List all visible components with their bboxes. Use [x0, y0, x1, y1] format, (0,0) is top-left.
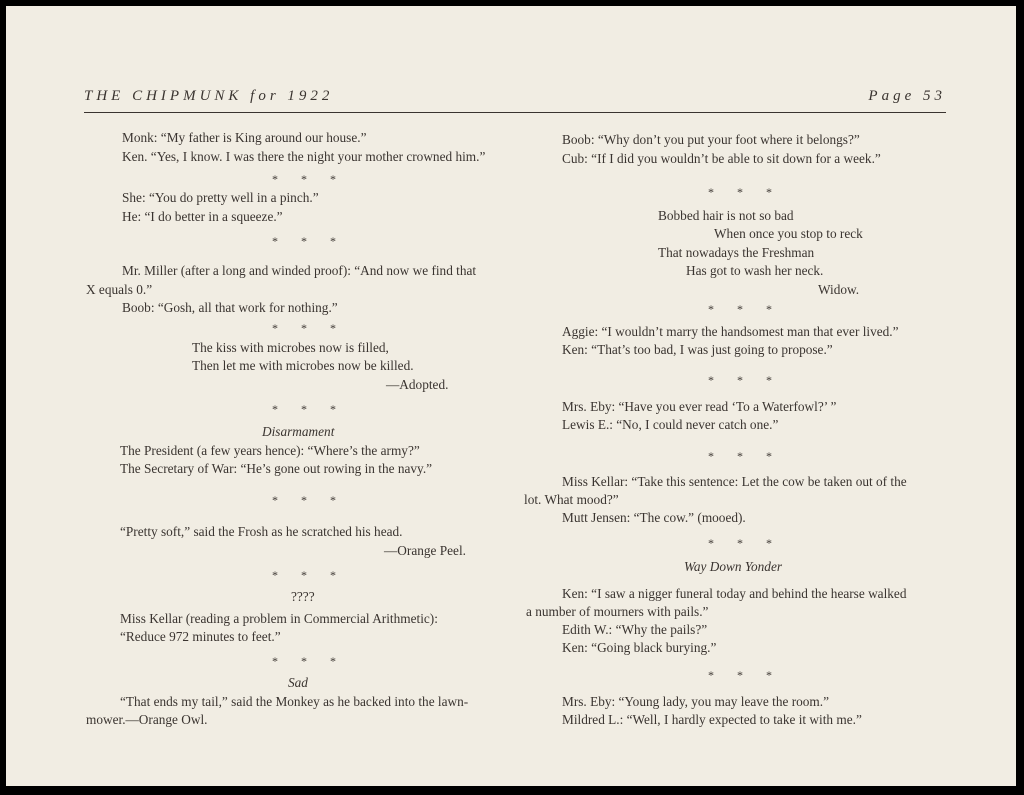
joke-line: Miss Kellar: “Take this sentence: Let the cow be taken out of the	[562, 474, 907, 489]
joke-line: Cub: “If I did you wouldn’t be able to sit down for a week.”	[562, 151, 881, 166]
joke-line: “Pretty soft,” said the Frosh as he scratched his head.	[120, 524, 403, 539]
header-rule	[84, 112, 946, 113]
separator: * * *	[708, 185, 782, 199]
header-title: THE CHIPMUNK for 1922	[84, 88, 334, 104]
section-title: ????	[291, 589, 315, 604]
joke-line: mower.—Orange Owl.	[86, 712, 208, 727]
verse-line: Bobbed hair is not so bad	[658, 208, 794, 223]
separator: * * *	[272, 402, 346, 416]
verse-credit: Widow.	[818, 282, 860, 297]
joke-line: Boob: “Why don’t you put your foot where it belongs?”	[562, 132, 860, 147]
joke-line: Monk: “My father is King around our house.”	[122, 130, 367, 145]
joke-line: Aggie: “I wouldn’t marry the handsomest man that ever lived.”	[562, 324, 899, 339]
joke-line: Ken. “Yes, I know. I was there the night your mother crowned him.”	[122, 149, 486, 164]
joke-line: “Reduce 972 minutes to feet.”	[120, 629, 281, 644]
joke-line: lot. What mood?”	[524, 492, 619, 507]
joke-credit: —Orange Peel.	[384, 543, 466, 558]
verse-line: The kiss with microbes now is filled,	[192, 340, 389, 355]
separator: * * *	[708, 449, 782, 463]
running-header	[84, 88, 946, 110]
joke-line: Lewis E.: “No, I could never catch one.”	[562, 417, 779, 432]
joke-line: a number of mourners with pails.”	[526, 604, 709, 619]
separator: * * *	[708, 373, 782, 387]
joke-line: The President (a few years hence): “Where’s the army?”	[120, 443, 420, 458]
separator: * * *	[708, 302, 782, 316]
joke-line: Mildred L.: “Well, I hardly expected to take it with me.”	[562, 712, 862, 727]
section-title: Sad	[288, 675, 308, 690]
verse-line: Has got to wash her neck.	[686, 263, 824, 278]
joke-line: X equals 0.”	[86, 282, 153, 297]
verse-credit: —Adopted.	[386, 377, 449, 392]
separator: * * *	[272, 234, 346, 248]
separator: * * *	[708, 668, 782, 682]
page	[6, 6, 1016, 786]
joke-line: Mutt Jensen: “The cow.” (mooed).	[562, 510, 746, 525]
separator: * * *	[272, 493, 346, 507]
separator: * * *	[272, 654, 346, 668]
joke-line: Mr. Miller (after a long and winded proof): “And now we find that	[122, 263, 477, 278]
page-number: Page 53	[868, 88, 946, 104]
verse-line: When once you stop to reck	[714, 226, 863, 241]
section-title: Way Down Yonder	[684, 559, 783, 574]
joke-line: Mrs. Eby: “Young lady, you may leave the room.”	[562, 694, 830, 709]
joke-line: Ken: “That’s too bad, I was just going to propose.”	[562, 342, 833, 357]
joke-line: Boob: “Gosh, all that work for nothing.”	[122, 300, 338, 315]
separator: * * *	[272, 172, 346, 186]
section-title: Disarmament	[262, 424, 335, 439]
separator: * * *	[708, 536, 782, 550]
separator: * * *	[272, 568, 346, 582]
verse-line: That nowadays the Freshman	[658, 245, 815, 260]
joke-line: “That ends my tail,” said the Monkey as he backed into the lawn-	[120, 694, 469, 709]
joke-line: The Secretary of War: “He’s gone out rowing in the navy.”	[120, 461, 433, 476]
joke-line: Ken: “I saw a nigger funeral today and behind the hearse walked	[562, 586, 907, 601]
separator: * * *	[272, 321, 346, 335]
joke-line: He: “I do better in a squeeze.”	[122, 209, 283, 224]
verse-line: Then let me with microbes now be killed.	[192, 358, 414, 373]
joke-line: Edith W.: “Why the pails?”	[562, 622, 708, 637]
joke-line: Mrs. Eby: “Have you ever read ‘To a Waterfowl?’ ”	[562, 399, 837, 414]
joke-line: Miss Kellar (reading a problem in Commercial Arithmetic):	[120, 611, 438, 626]
joke-line: She: “You do pretty well in a pinch.”	[122, 190, 319, 205]
joke-line: Ken: “Going black burying.”	[562, 640, 717, 655]
